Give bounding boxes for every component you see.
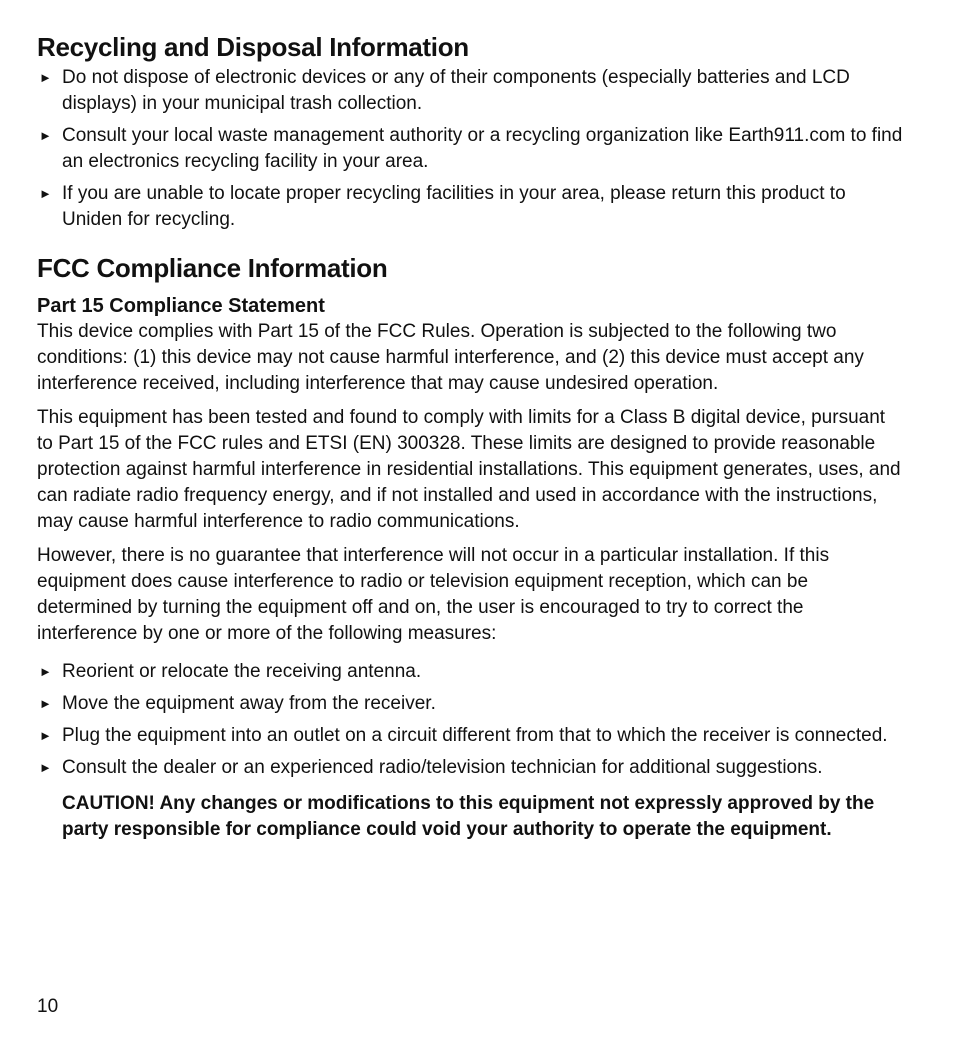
recycling-heading: Recycling and Disposal Information [37, 32, 469, 62]
paragraph: However, there is no guarantee that interference will not occur in a particular installation. If this equipment does cause interference to radio or television equipment reception, which can be determined by turning the equipment off and on, the user is encouraged to try to correct the interference by one or more of the following measures: [37, 545, 830, 644]
list-item-text: Consult the dealer or an experienced radio/television technician for additional suggestions. [62, 757, 823, 778]
bullet-arrow-icon: ► [39, 664, 52, 679]
list-item [37, 723, 903, 749]
document-page [37, 30, 903, 843]
bullet-arrow-icon: ► [39, 186, 52, 201]
measures-list [37, 659, 903, 781]
caution-notice: CAUTION! Any changes or modifications to this equipment not expressly approved by the party responsible for compliance could void your authority to operate the equipment. [62, 793, 875, 840]
recycling-list [37, 65, 903, 233]
paragraph: This equipment has been tested and found to comply with limits for a Class B digital device, pursuant to Part 15 of the FCC rules and ETSI (EN) 300328. These limits are designed to provide reasonable protection against harmful interference in residential installations. This equipment generates, uses, and can radiate radio frequency energy, and if not installed and used in accordance with the instructions, may cause harmful interference to radio communications. [37, 407, 901, 532]
bullet-arrow-icon: ► [39, 760, 52, 775]
list-item-text: Consult your local waste management authority or a recycling organization like Earth911.com to find an electronics recycling facility in your area. [62, 125, 903, 172]
page-number: 10 [37, 996, 59, 1017]
list-item-text: Plug the equipment into an outlet on a circuit different from that to which the receiver is connected. [62, 725, 888, 746]
bullet-arrow-icon: ► [39, 696, 52, 711]
bullet-arrow-icon: ► [39, 70, 52, 85]
list-item [37, 181, 903, 233]
list-item-text: If you are unable to locate proper recycling facilities in your area, please return this product to Uniden for recycling. [62, 183, 846, 230]
list-item [37, 123, 903, 175]
bullet-arrow-icon: ► [39, 728, 52, 743]
list-item [37, 691, 903, 717]
paragraph: This device complies with Part 15 of the FCC Rules. Operation is subjected to the following two conditions: (1) this device may not cause harmful interference, and (2) this device must accept any interference received, including interference that may cause undesired operation. [37, 321, 864, 394]
part15-subheading: Part 15 Compliance Statement [37, 295, 325, 317]
fcc-heading: FCC Compliance Information [37, 253, 388, 283]
list-item-text: Do not dispose of electronic devices or any of their components (especially batteries and LCD displays) in your municipal trash collection. [62, 67, 850, 114]
list-item [37, 65, 903, 117]
list-item [37, 755, 903, 781]
list-item-text: Reorient or relocate the receiving antenna. [62, 661, 422, 682]
list-item-text: Move the equipment away from the receiver. [62, 693, 436, 714]
bullet-arrow-icon: ► [39, 128, 52, 143]
list-item [37, 659, 903, 685]
